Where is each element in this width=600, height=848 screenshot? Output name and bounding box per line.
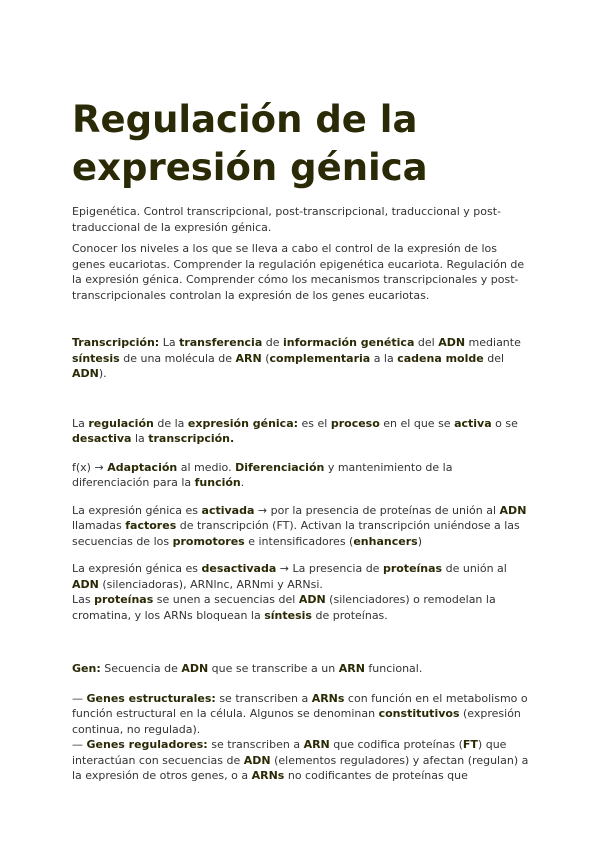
term-regulation: regulación: [88, 416, 154, 430]
term-adn: ADN: [181, 662, 209, 675]
function-line: f(x) → Adaptación al medio. Diferenciación y mantenimiento de la diferenciación para la función.: [72, 460, 453, 489]
term-genetic-information: información genética: [283, 336, 415, 349]
term-differentiation: Diferenciación: [235, 460, 325, 474]
gene-definition: Gen: Secuencia de ADN que se transcribe a un ARN funcional.: [72, 662, 423, 675]
title-line-2: expresión génica: [72, 146, 428, 189]
deactivation-paragraph: La expresión génica es desactivada → La presencia de proteínas de unión al ADN (silenciadoras), ARNlnc, ARNmi y ARNsi. Las proteínas se unen a secuencias del ADN (silenciadores) o remodelan la cromatina, y los ARNs bloquean la síntesis de proteínas.: [72, 562, 507, 622]
list-item-regulatory: — Genes reguladores: se transcriben a ARN que codifica proteínas (FT) que interactúan con secuencias de ADN (elementos reguladores) y afectan (regulan) a la expresión de otros genes, o a ARNs no codificantes de proteínas que: [72, 738, 529, 782]
term-transcription: Transcripción:: [72, 336, 160, 349]
term-transfer: transferencia: [179, 336, 263, 349]
term-proteins: proteínas: [382, 562, 443, 575]
activation-paragraph: La expresión génica es activada → por la presencia de proteínas de unión al ADN llamadas factores de transcripción (FT). Activan la transcripción uniéndose a las secuencias de los promotores e intensificadores (enhancers): [72, 503, 527, 548]
term-adn: ADN: [243, 753, 271, 767]
term-gene-expression: expresión génica:: [187, 416, 299, 430]
term-adn: ADN: [499, 503, 527, 517]
term-deactivates: desactiva: [72, 432, 132, 445]
term-promoters: promotores: [172, 534, 245, 548]
term-arns: ARNs: [251, 769, 285, 782]
term-gene: Gen:: [72, 662, 101, 675]
term-ft: FT: [462, 738, 478, 751]
term-function: función: [194, 476, 241, 489]
term-arn: ARN: [235, 351, 262, 365]
term-activates: activa: [454, 416, 492, 430]
term-arn: ARN: [338, 662, 365, 675]
term-adaptation: Adaptación: [107, 460, 178, 474]
term-adn: ADN: [298, 593, 326, 606]
term-synthesis: síntesis: [264, 608, 312, 622]
page-title: [72, 96, 532, 192]
term-activated: activada: [201, 503, 255, 517]
term-enhancers: enhancers: [353, 534, 418, 548]
term-arns: ARNs: [311, 691, 345, 705]
subtitle: Epigenética. Control transcripcional, post-transcripcional, traduccional y post-traduccional de la expresión génica.: [72, 205, 501, 234]
gene-types-list: [72, 691, 532, 784]
intro-paragraph: Conocer los niveles a los que se lleva a cabo el control de la expresión de los genes eucariotas. Comprender la regulación epigenética eucariota. Regulación de la expresión génica. Comprender cómo los mecanismos transcripcionales y post-transcripcionales controlan la expresión de los genes eucariotas.: [72, 242, 525, 302]
term-process: proceso: [330, 416, 380, 430]
term-adn: ADN: [438, 336, 466, 349]
term-proteins: proteínas: [94, 593, 154, 606]
term-transcription: transcripción.: [148, 432, 235, 445]
regulation-definition: La regulación de la expresión génica: es el proceso en el que se activa o se desactiva la transcripción.: [72, 416, 518, 445]
term-structural-genes: Genes estructurales:: [86, 691, 216, 705]
transcription-definition: Transcripción: La transferencia de información genética del ADN mediante síntesis de una molécula de ARN (complementaria a la cadena molde del ADN).: [72, 336, 521, 380]
title-line-1: Regulación de la: [72, 98, 418, 141]
list-item-structural: — Genes estructurales: se transcriben a ARNs con función en el metabolismo o función estructural en la célula. Algunos se denominan constitutivos (expresión continua, no regulada).: [72, 691, 528, 736]
term-factors: factores: [125, 519, 177, 532]
term-deactivated: desactivada: [201, 562, 277, 575]
term-arn: ARN: [303, 738, 330, 751]
term-complementary: complementaria: [269, 351, 371, 365]
term-constitutive: constitutivos: [378, 707, 460, 720]
term-adn: ADN: [72, 577, 99, 591]
term-adn: ADN: [72, 367, 99, 380]
term-regulatory-genes: Genes reguladores:: [86, 738, 208, 751]
term-synthesis: síntesis: [72, 351, 120, 365]
document-page: [72, 96, 532, 784]
term-template-strand: cadena molde: [397, 351, 484, 365]
